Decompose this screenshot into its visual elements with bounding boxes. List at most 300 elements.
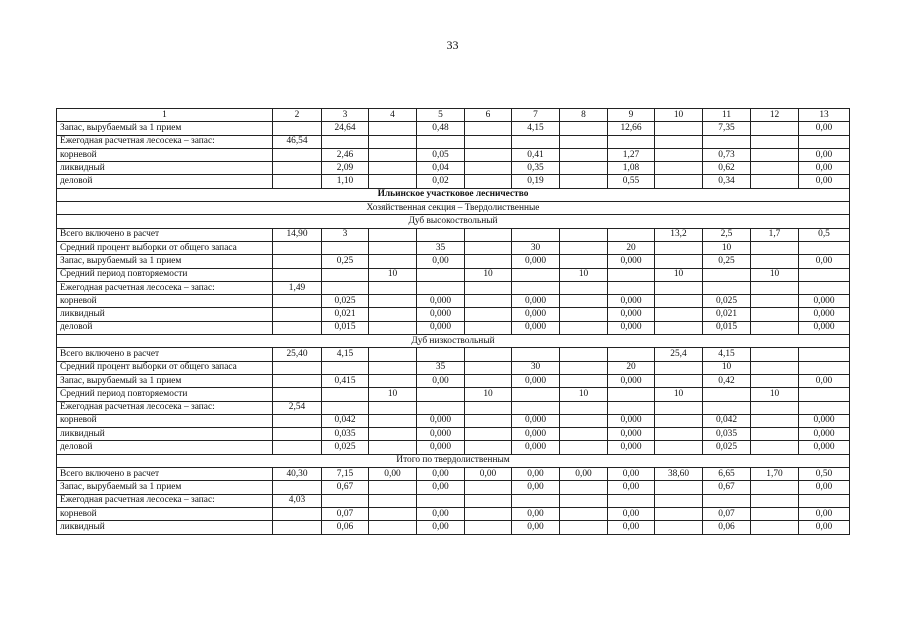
table-cell: [560, 148, 608, 161]
table-cell: 0,00: [417, 507, 465, 520]
table-cell: [655, 481, 703, 494]
table-cell: 10: [751, 268, 799, 281]
row-label: Запас, вырубаемый за 1 прием: [57, 255, 273, 268]
column-header-2: 2: [273, 109, 322, 122]
column-header-12: 12: [751, 109, 799, 122]
column-header-13: 13: [799, 109, 850, 122]
table-cell: 4,03: [273, 494, 322, 507]
table-cell: [560, 228, 608, 241]
table-cell: [322, 494, 369, 507]
table-cell: 25,4: [655, 348, 703, 361]
table-cell: [751, 494, 799, 507]
table-cell: [465, 401, 512, 414]
table-cell: 40,30: [273, 468, 322, 481]
table-row: [57, 348, 850, 361]
table-cell: 0,67: [322, 481, 369, 494]
table-cell: 7,15: [322, 468, 369, 481]
table-cell: 30: [512, 241, 560, 254]
table-cell: 14,90: [273, 228, 322, 241]
table-cell: 0,07: [322, 507, 369, 520]
table-cell: [560, 507, 608, 520]
table-cell: [465, 122, 512, 135]
row-label: Средний процент выборки от общего запаса: [57, 361, 273, 374]
table-cell: 0,41: [512, 148, 560, 161]
table-cell: 4,15: [703, 348, 751, 361]
table-cell: 0,000: [512, 374, 560, 387]
table-cell: [799, 401, 850, 414]
table-cell: [369, 401, 417, 414]
table-cell: 10: [751, 388, 799, 401]
table-cell: [465, 281, 512, 294]
table-cell: 0,000: [512, 428, 560, 441]
table-cell: 0,00: [799, 255, 850, 268]
table-cell: [751, 308, 799, 321]
table-cell: [560, 295, 608, 308]
table-cell: [273, 255, 322, 268]
table-cell: [273, 268, 322, 281]
table-cell: 0,00: [417, 521, 465, 534]
table-cell: 38,60: [655, 468, 703, 481]
row-label: Запас, вырубаемый за 1 прием: [57, 481, 273, 494]
table-cell: [751, 348, 799, 361]
table-cell: 10: [560, 268, 608, 281]
table-cell: [751, 401, 799, 414]
table-cell: [751, 241, 799, 254]
table-cell: 0,35: [512, 162, 560, 175]
table-cell: 6,65: [703, 468, 751, 481]
table-cell: 0,00: [512, 481, 560, 494]
table-cell: [512, 228, 560, 241]
table-cell: [369, 228, 417, 241]
table-cell: [369, 361, 417, 374]
table-cell: [465, 428, 512, 441]
table-cell: 0,06: [703, 521, 751, 534]
table-cell: 0,000: [608, 414, 655, 427]
table-cell: [751, 507, 799, 520]
row-label: Запас, вырубаемый за 1 прием: [57, 122, 273, 135]
table-cell: [655, 507, 703, 520]
table-cell: [273, 388, 322, 401]
table-cell: [655, 308, 703, 321]
table-cell: 0,000: [417, 414, 465, 427]
table-cell: 2,54: [273, 401, 322, 414]
table-cell: 0,00: [799, 521, 850, 534]
table-cell: [655, 162, 703, 175]
table-cell: [751, 255, 799, 268]
table-cell: 0,042: [703, 414, 751, 427]
table-cell: [465, 494, 512, 507]
table-cell: [512, 135, 560, 148]
section-row: [57, 215, 850, 228]
table-cell: [465, 135, 512, 148]
table-cell: 0,035: [322, 428, 369, 441]
table-cell: [560, 481, 608, 494]
table-cell: [799, 494, 850, 507]
table-cell: [512, 281, 560, 294]
table-row: [57, 308, 850, 321]
table-cell: 2,46: [322, 148, 369, 161]
table-cell: [369, 481, 417, 494]
table-cell: [465, 441, 512, 454]
table-cell: 0,000: [608, 321, 655, 334]
table-cell: [703, 281, 751, 294]
table-row: [57, 228, 850, 241]
table-cell: [273, 374, 322, 387]
table-cell: 0,035: [703, 428, 751, 441]
table-cell: [322, 241, 369, 254]
table-row: [57, 374, 850, 387]
table-cell: [465, 228, 512, 241]
table-cell: [560, 162, 608, 175]
table-cell: [655, 281, 703, 294]
table-cell: 0,25: [322, 255, 369, 268]
table-cell: [369, 295, 417, 308]
table-row: [57, 122, 850, 135]
table-cell: 0,34: [703, 175, 751, 188]
table-cell: [322, 361, 369, 374]
row-label: Средний период повторяемости: [57, 268, 273, 281]
table-cell: 20: [608, 361, 655, 374]
table-cell: [655, 428, 703, 441]
table-cell: 1,70: [751, 468, 799, 481]
table-cell: [417, 388, 465, 401]
table-cell: [560, 414, 608, 427]
table-cell: 0,00: [417, 481, 465, 494]
table-row: [57, 441, 850, 454]
table-cell: [751, 441, 799, 454]
table-cell: [560, 348, 608, 361]
row-label: ликвидный: [57, 521, 273, 534]
table-cell: 24,64: [322, 122, 369, 135]
column-header-6: 6: [465, 109, 512, 122]
table-cell: [465, 295, 512, 308]
table-cell: [608, 388, 655, 401]
table-cell: [465, 162, 512, 175]
table-cell: 2,5: [703, 228, 751, 241]
table-cell: [608, 494, 655, 507]
table-cell: [465, 521, 512, 534]
row-label: Ежегодная расчетная лесосека – запас:: [57, 494, 273, 507]
table-cell: [273, 361, 322, 374]
row-label: Ежегодная расчетная лесосека – запас:: [57, 401, 273, 414]
table-cell: 25,40: [273, 348, 322, 361]
table-cell: 0,015: [703, 321, 751, 334]
table-cell: [512, 388, 560, 401]
table-cell: [369, 175, 417, 188]
table-cell: [655, 494, 703, 507]
row-label: ликвидный: [57, 428, 273, 441]
table-cell: [608, 348, 655, 361]
table-cell: 46,54: [273, 135, 322, 148]
table-cell: [465, 507, 512, 520]
column-header-7: 7: [512, 109, 560, 122]
table-cell: [273, 428, 322, 441]
column-header-1: 1: [57, 109, 273, 122]
table-cell: 0,19: [512, 175, 560, 188]
table-cell: [703, 268, 751, 281]
table-cell: [655, 361, 703, 374]
row-label: Запас, вырубаемый за 1 прием: [57, 374, 273, 387]
table-cell: [273, 521, 322, 534]
table-cell: 0,025: [322, 295, 369, 308]
table-cell: 0,00: [799, 175, 850, 188]
table-cell: 10: [655, 268, 703, 281]
table-row: [57, 468, 850, 481]
table-row: [57, 162, 850, 175]
table-cell: [751, 521, 799, 534]
table-cell: 0,000: [608, 374, 655, 387]
table-cell: 0,00: [799, 507, 850, 520]
table-cell: [655, 401, 703, 414]
table-cell: [369, 241, 417, 254]
table-cell: 0,00: [799, 122, 850, 135]
table-cell: [751, 361, 799, 374]
table-cell: [655, 241, 703, 254]
table-cell: [799, 268, 850, 281]
table-cell: 0,000: [417, 308, 465, 321]
table-cell: 0,55: [608, 175, 655, 188]
table-row: [57, 295, 850, 308]
table-cell: 0,042: [322, 414, 369, 427]
row-label: Всего включено в расчет: [57, 228, 273, 241]
section-row: [57, 454, 850, 467]
table-cell: [465, 481, 512, 494]
column-header-8: 8: [560, 109, 608, 122]
table-cell: [512, 348, 560, 361]
table-cell: 0,000: [512, 441, 560, 454]
table-cell: [560, 374, 608, 387]
table-cell: 13,2: [655, 228, 703, 241]
table-cell: [369, 281, 417, 294]
table-cell: 0,00: [608, 521, 655, 534]
table-cell: 0,000: [799, 308, 850, 321]
table-cell: 0,025: [322, 441, 369, 454]
table-cell: 0,000: [799, 295, 850, 308]
section-row: [57, 202, 850, 215]
table-cell: [608, 135, 655, 148]
table-cell: [608, 401, 655, 414]
table-cell: [560, 361, 608, 374]
column-header-3: 3: [322, 109, 369, 122]
table-cell: [273, 241, 322, 254]
table-cell: 0,04: [417, 162, 465, 175]
table-cell: [655, 255, 703, 268]
table-cell: [512, 494, 560, 507]
table-cell: [655, 374, 703, 387]
table-cell: [417, 401, 465, 414]
table-cell: [417, 494, 465, 507]
table-cell: 10: [560, 388, 608, 401]
table-cell: [369, 122, 417, 135]
table-cell: [655, 295, 703, 308]
table-cell: [655, 175, 703, 188]
table-cell: [465, 321, 512, 334]
table-cell: [608, 228, 655, 241]
table-cell: [751, 414, 799, 427]
table-cell: [655, 122, 703, 135]
table-row: [57, 521, 850, 534]
table-cell: [369, 441, 417, 454]
table-cell: [655, 135, 703, 148]
table-cell: [273, 441, 322, 454]
table-cell: [273, 321, 322, 334]
section-title: Хозяйственная секция – Твердолиственные: [57, 202, 850, 215]
row-label: корневой: [57, 507, 273, 520]
table-cell: [799, 361, 850, 374]
table-cell: 0,00: [608, 468, 655, 481]
table-cell: [465, 308, 512, 321]
table-row: [57, 281, 850, 294]
table-cell: 0,015: [322, 321, 369, 334]
table-cell: [369, 428, 417, 441]
table-cell: [751, 295, 799, 308]
table-cell: [322, 135, 369, 148]
table-cell: 0,000: [512, 414, 560, 427]
table-cell: 0,000: [512, 255, 560, 268]
table-cell: [369, 321, 417, 334]
table-cell: 0,00: [465, 468, 512, 481]
table-cell: 0,000: [799, 414, 850, 427]
table-cell: 0,02: [417, 175, 465, 188]
table-cell: [322, 401, 369, 414]
table-body: [57, 109, 850, 535]
table-cell: 0,000: [512, 308, 560, 321]
table-cell: [560, 122, 608, 135]
table-cell: 0,00: [512, 507, 560, 520]
row-label: Всего включено в расчет: [57, 348, 273, 361]
table-cell: [751, 481, 799, 494]
table-cell: 2,09: [322, 162, 369, 175]
table-row: [57, 135, 850, 148]
row-label: Ежегодная расчетная лесосека – запас:: [57, 281, 273, 294]
table-row: [57, 414, 850, 427]
table-cell: [273, 162, 322, 175]
table-cell: [273, 481, 322, 494]
table-row: [57, 481, 850, 494]
table-cell: 10: [465, 268, 512, 281]
table-cell: [560, 255, 608, 268]
table-cell: [560, 321, 608, 334]
table-cell: [369, 348, 417, 361]
table-cell: [560, 521, 608, 534]
table-row: [57, 268, 850, 281]
table-cell: 0,00: [417, 468, 465, 481]
table-cell: [465, 361, 512, 374]
table-cell: [273, 175, 322, 188]
table-cell: [560, 494, 608, 507]
table-cell: 0,5: [799, 228, 850, 241]
section-row: [57, 335, 850, 348]
table-cell: 10: [369, 268, 417, 281]
table-cell: [273, 295, 322, 308]
table-cell: [655, 441, 703, 454]
table-cell: [465, 175, 512, 188]
table-cell: 4,15: [512, 122, 560, 135]
column-header-4: 4: [369, 109, 417, 122]
table-cell: [560, 135, 608, 148]
column-number-header: [57, 109, 850, 122]
table-row: [57, 255, 850, 268]
table-cell: [369, 521, 417, 534]
row-label: ликвидный: [57, 162, 273, 175]
table-cell: [799, 281, 850, 294]
table-cell: 0,00: [369, 468, 417, 481]
table-cell: 0,000: [417, 428, 465, 441]
table-cell: [560, 428, 608, 441]
table-cell: [465, 374, 512, 387]
table-row: [57, 241, 850, 254]
table-cell: [655, 521, 703, 534]
table-cell: [322, 388, 369, 401]
table-cell: [417, 348, 465, 361]
table-cell: 0,00: [608, 507, 655, 520]
table-cell: [369, 414, 417, 427]
table-cell: [560, 441, 608, 454]
row-label: корневой: [57, 414, 273, 427]
table-cell: [273, 122, 322, 135]
table-cell: 0,48: [417, 122, 465, 135]
table-cell: 0,00: [417, 374, 465, 387]
column-header-10: 10: [655, 109, 703, 122]
table-cell: 0,000: [799, 441, 850, 454]
table-cell: 10: [703, 241, 751, 254]
table-cell: 0,73: [703, 148, 751, 161]
row-label: ликвидный: [57, 308, 273, 321]
table-cell: 0,62: [703, 162, 751, 175]
table-cell: [560, 175, 608, 188]
table-cell: [465, 148, 512, 161]
table-cell: 0,00: [799, 162, 850, 175]
row-label: корневой: [57, 148, 273, 161]
column-header-5: 5: [417, 109, 465, 122]
table-cell: 0,000: [417, 441, 465, 454]
table-cell: [751, 122, 799, 135]
table-cell: 10: [369, 388, 417, 401]
table-cell: 0,000: [512, 295, 560, 308]
table-cell: [322, 268, 369, 281]
table-cell: 0,000: [417, 295, 465, 308]
table-cell: [465, 348, 512, 361]
page-number: 33: [446, 38, 459, 52]
table-cell: [465, 255, 512, 268]
row-label: Ежегодная расчетная лесосека – запас:: [57, 135, 273, 148]
table-cell: 4,15: [322, 348, 369, 361]
table-cell: [655, 414, 703, 427]
table-cell: [560, 308, 608, 321]
column-header-9: 9: [608, 109, 655, 122]
table-cell: [608, 281, 655, 294]
table-cell: [273, 148, 322, 161]
table-cell: [751, 321, 799, 334]
table-cell: [369, 507, 417, 520]
table-cell: 20: [608, 241, 655, 254]
row-label: корневой: [57, 295, 273, 308]
table-cell: [465, 241, 512, 254]
table-cell: [703, 401, 751, 414]
section-title: Дуб низкоствольный: [57, 335, 850, 348]
table-cell: [512, 268, 560, 281]
table-cell: [608, 268, 655, 281]
table-cell: [799, 135, 850, 148]
table-cell: [273, 308, 322, 321]
table-cell: 1,10: [322, 175, 369, 188]
row-label: Всего включено в расчет: [57, 468, 273, 481]
table-cell: [560, 401, 608, 414]
table-cell: 1,08: [608, 162, 655, 175]
section-title: Итого по твердолиственным: [57, 454, 850, 467]
table-cell: 0,000: [608, 428, 655, 441]
table-cell: 35: [417, 241, 465, 254]
